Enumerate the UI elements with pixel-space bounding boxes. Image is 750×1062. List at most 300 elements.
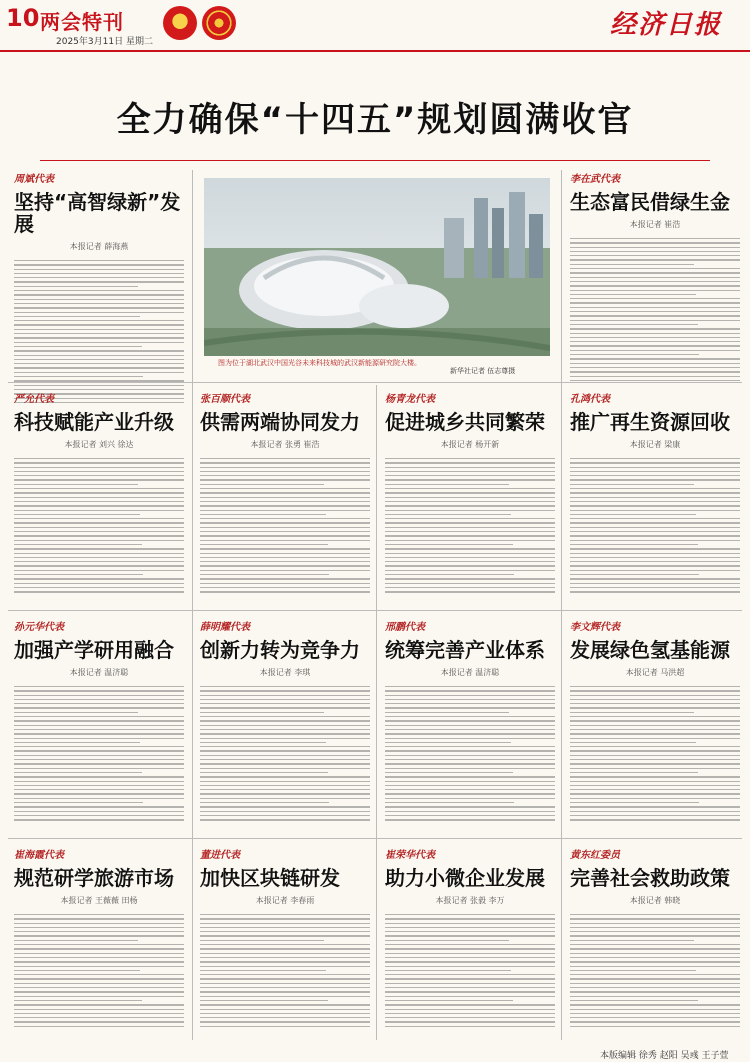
text-line [200, 695, 370, 696]
text-line [570, 570, 740, 571]
text-line [570, 238, 740, 239]
text-line [14, 359, 184, 360]
text-line [570, 371, 740, 372]
text-line [570, 746, 740, 747]
text-line [14, 944, 184, 945]
text-line [385, 1013, 555, 1014]
text-line [14, 363, 184, 364]
text-line [570, 363, 740, 364]
article-reporter: 本报记者 李琪 [259, 668, 311, 677]
text-line [570, 781, 740, 782]
article-title: 规范研学旅游市场 [14, 866, 174, 890]
text-line [14, 923, 184, 924]
text-line [200, 914, 370, 915]
text-line [200, 686, 370, 687]
text-line [570, 690, 740, 691]
text-line [570, 759, 740, 760]
text-line [570, 535, 740, 536]
text-line [570, 1021, 740, 1022]
text-line [14, 320, 184, 321]
text-line [385, 695, 555, 696]
text-line [385, 540, 555, 541]
text-line [385, 535, 555, 536]
text-line [200, 785, 370, 786]
text-line [14, 940, 138, 941]
text-line [200, 587, 370, 588]
text-line [14, 974, 184, 975]
text-line [14, 269, 184, 270]
delegate-name: 崔荣华代表 [385, 850, 435, 861]
text-line [570, 772, 698, 773]
text-line [14, 793, 184, 794]
text-line [385, 583, 555, 584]
text-line [385, 755, 555, 756]
text-line [200, 1009, 370, 1010]
text-line [385, 785, 555, 786]
text-line [14, 553, 184, 554]
text-line [385, 772, 513, 773]
text-line [200, 961, 370, 962]
text-line [200, 755, 370, 756]
text-line [570, 987, 740, 988]
text-line [385, 927, 555, 928]
text-line [570, 970, 696, 971]
text-line [14, 785, 184, 786]
text-line [385, 742, 511, 743]
text-line [14, 591, 184, 592]
text-line [14, 966, 184, 967]
text-line [385, 707, 555, 708]
article-block [570, 846, 740, 1032]
row-divider [8, 838, 742, 839]
text-line [385, 578, 555, 579]
delegate-name: 杨青龙代表 [385, 394, 435, 405]
text-line [200, 978, 370, 979]
text-line [570, 991, 740, 992]
text-line [570, 811, 740, 812]
text-line [200, 957, 370, 958]
text-line [385, 501, 555, 502]
text-line [200, 518, 370, 519]
text-line [14, 574, 143, 575]
text-line [385, 781, 555, 782]
text-line [200, 561, 370, 562]
article-block [570, 618, 740, 826]
text-line [570, 996, 740, 997]
text-line [570, 763, 740, 764]
text-line [14, 264, 184, 265]
text-line [385, 729, 555, 730]
text-line [14, 1021, 184, 1022]
text-line [385, 514, 511, 515]
text-line [14, 729, 184, 730]
text-line [570, 707, 740, 708]
text-line [385, 948, 555, 949]
text-line [14, 776, 184, 777]
article-block [385, 390, 555, 598]
text-line [14, 699, 184, 700]
text-line [14, 522, 184, 523]
text-line [200, 1004, 370, 1005]
text-line [14, 277, 184, 278]
article-body [14, 686, 184, 826]
text-line [14, 712, 138, 713]
text-line [14, 527, 184, 528]
text-line [570, 565, 740, 566]
text-line [570, 914, 740, 915]
article-title: 统筹完善产业体系 [385, 638, 545, 662]
text-line [570, 497, 740, 498]
text-line [14, 484, 138, 485]
text-line [200, 570, 370, 571]
text-line [570, 776, 740, 777]
text-line [200, 819, 370, 820]
text-line [570, 591, 740, 592]
article-body [570, 914, 740, 1032]
text-line [570, 957, 740, 958]
text-line [200, 1026, 370, 1027]
text-line [14, 953, 184, 954]
text-line [14, 1017, 184, 1018]
text-line [570, 1004, 740, 1005]
text-line [570, 251, 740, 252]
text-line [385, 479, 555, 480]
text-line [385, 918, 555, 919]
text-line [385, 914, 555, 915]
text-line [14, 260, 184, 261]
article-title: 创新力转为竞争力 [200, 638, 360, 662]
text-line [200, 492, 370, 493]
text-line [385, 565, 555, 566]
text-line [570, 944, 740, 945]
article-block [14, 846, 184, 1032]
text-line [570, 518, 740, 519]
text-line [14, 346, 142, 347]
text-line [385, 987, 555, 988]
text-line [385, 690, 555, 691]
delegate-name: 张百顺代表 [200, 394, 250, 405]
text-line [570, 259, 740, 260]
text-line [570, 798, 740, 799]
text-line [14, 281, 184, 282]
text-line [14, 746, 184, 747]
text-line [200, 974, 370, 975]
text-line [14, 514, 140, 515]
article-body [385, 914, 555, 1032]
text-line [14, 557, 184, 558]
text-line [570, 935, 740, 936]
news-photo [204, 178, 550, 356]
article-block [200, 846, 370, 1032]
text-line [200, 927, 370, 928]
text-line [14, 1009, 184, 1010]
text-line [14, 978, 184, 979]
text-line [570, 1009, 740, 1010]
text-line [570, 725, 740, 726]
text-line [14, 772, 142, 773]
text-line [200, 776, 370, 777]
article-block [385, 618, 555, 826]
row-divider [8, 610, 742, 611]
photo-credit: 新华社记者 伍志尊摄 [450, 367, 516, 375]
article-block [14, 170, 184, 410]
text-line [200, 553, 370, 554]
text-line [14, 738, 184, 739]
text-line [570, 948, 740, 949]
text-line [14, 467, 184, 468]
text-line [14, 983, 184, 984]
article-title: 促进城乡共同繁荣 [385, 410, 545, 434]
text-line [385, 467, 555, 468]
text-line [570, 376, 740, 377]
text-line [570, 574, 699, 575]
text-line [200, 781, 370, 782]
text-line [14, 578, 184, 579]
text-line [200, 510, 370, 511]
text-line [570, 819, 740, 820]
article-reporter: 本报记者 韩晓 [629, 896, 681, 905]
text-line [570, 561, 740, 562]
text-line [200, 729, 370, 730]
text-line [200, 544, 328, 545]
text-line [570, 350, 740, 351]
text-line [200, 720, 370, 721]
text-line [14, 273, 184, 274]
text-line [570, 720, 740, 721]
column-divider [561, 170, 562, 1040]
article-title: 发展绿色氢基能源 [570, 638, 730, 662]
text-line [14, 957, 184, 958]
text-line [200, 806, 370, 807]
text-line [570, 699, 740, 700]
article-body [570, 686, 740, 826]
text-line [385, 768, 555, 769]
text-line [385, 957, 555, 958]
text-line [14, 337, 184, 338]
delegate-name: 薛明耀代表 [200, 622, 250, 633]
text-line [570, 294, 696, 295]
text-line [200, 750, 370, 751]
text-line [385, 815, 555, 816]
text-line [200, 815, 370, 816]
text-line [570, 307, 740, 308]
text-line [385, 798, 555, 799]
text-line [385, 750, 555, 751]
text-line [570, 315, 740, 316]
article-body [200, 686, 370, 826]
text-line [570, 333, 740, 334]
text-line [385, 733, 555, 734]
text-line [14, 329, 184, 330]
article-title: 加强产学研用融合 [14, 638, 174, 662]
delegate-name: 周斌代表 [14, 174, 54, 185]
text-line [200, 935, 370, 936]
text-line [385, 746, 555, 747]
article-reporter: 本报记者 杨开新 [440, 440, 500, 449]
text-line [14, 703, 184, 704]
text-line [570, 341, 740, 342]
text-line [14, 927, 184, 928]
text-line [200, 505, 370, 506]
delegate-name: 孔鸿代表 [570, 394, 610, 405]
text-line [385, 819, 555, 820]
text-line [385, 712, 509, 713]
text-line [14, 333, 184, 334]
text-line [570, 961, 740, 962]
article-reporter: 本报记者 李春雨 [255, 896, 315, 905]
text-line [14, 540, 184, 541]
text-line [14, 716, 184, 717]
text-line [570, 337, 740, 338]
article-reporter: 本报记者 薛海燕 [69, 242, 129, 251]
text-line [200, 574, 329, 575]
text-line [14, 471, 184, 472]
text-line [570, 587, 740, 588]
text-line [14, 948, 184, 949]
column-divider [376, 385, 377, 1040]
text-line [385, 699, 555, 700]
text-line [14, 316, 140, 317]
article-title: 生态富民借绿生金 [570, 190, 730, 214]
article-title: 坚持“高智绿新”发展 [14, 190, 181, 236]
text-line [14, 290, 184, 291]
text-line [200, 789, 370, 790]
text-line [570, 695, 740, 696]
text-line [14, 720, 184, 721]
text-line [200, 535, 370, 536]
text-line [200, 716, 370, 717]
article-reporter: 本报记者 马洪超 [625, 668, 685, 677]
text-line [14, 462, 184, 463]
text-line [570, 510, 740, 511]
text-line [385, 561, 555, 562]
text-line [385, 978, 555, 979]
page-editors: 本版编辑 徐秀 赵阳 吴彧 王子萱 [600, 1051, 729, 1061]
text-line [570, 467, 740, 468]
text-line [385, 991, 555, 992]
text-line [200, 768, 370, 769]
text-line [200, 703, 370, 704]
text-line [200, 1021, 370, 1022]
text-line [570, 358, 740, 359]
text-line [14, 798, 184, 799]
text-line [385, 591, 555, 592]
text-line [14, 535, 184, 536]
text-line [14, 488, 184, 489]
text-line [570, 290, 740, 291]
text-line [570, 750, 740, 751]
text-line [14, 505, 184, 506]
text-line [385, 944, 555, 945]
text-line [14, 695, 184, 696]
text-line [14, 510, 184, 511]
text-line [570, 815, 740, 816]
text-line [200, 966, 370, 967]
text-line [200, 918, 370, 919]
text-line [200, 746, 370, 747]
text-line [385, 974, 555, 975]
text-line [14, 991, 184, 992]
text-line [14, 802, 143, 803]
text-line [570, 277, 740, 278]
text-line [385, 475, 555, 476]
text-line [385, 574, 514, 575]
text-line [14, 781, 184, 782]
article-block [200, 390, 370, 598]
text-line [200, 738, 370, 739]
text-line [570, 328, 740, 329]
text-line [200, 991, 370, 992]
text-line [200, 944, 370, 945]
text-line [385, 789, 555, 790]
text-line [14, 475, 184, 476]
text-line [200, 690, 370, 691]
article-reporter: 本报记者 温济聪 [69, 668, 129, 677]
text-line [385, 557, 555, 558]
text-line [570, 1013, 740, 1014]
text-line [14, 1013, 184, 1014]
text-line [14, 324, 184, 325]
text-line [570, 264, 694, 265]
text-line [14, 819, 184, 820]
text-line [385, 544, 513, 545]
text-line [570, 479, 740, 480]
article-reporter: 本报记者 崔浩 [629, 220, 681, 229]
text-line [570, 785, 740, 786]
text-line [14, 286, 138, 287]
masthead-logo: 经济日报 [610, 10, 723, 40]
text-line [14, 544, 142, 545]
text-line [200, 798, 370, 799]
text-line [570, 578, 740, 579]
text-line [385, 510, 555, 511]
text-line [570, 501, 740, 502]
text-line [200, 527, 370, 528]
text-line [385, 570, 555, 571]
column-divider [192, 170, 193, 1040]
text-line [385, 497, 555, 498]
article-block [385, 846, 555, 1032]
article-block [200, 618, 370, 826]
text-line [570, 1017, 740, 1018]
text-line [200, 712, 324, 713]
text-line [14, 518, 184, 519]
text-line [570, 540, 740, 541]
article-reporter: 本报记者 温济聪 [440, 668, 500, 677]
text-line [385, 720, 555, 721]
text-line [570, 531, 740, 532]
article-title: 完善社会救助政策 [570, 866, 730, 890]
text-line [200, 583, 370, 584]
text-line [570, 703, 740, 704]
text-line [200, 948, 370, 949]
text-line [570, 931, 740, 932]
text-line [570, 458, 740, 459]
text-line [570, 462, 740, 463]
text-line [14, 570, 184, 571]
text-line [570, 242, 740, 243]
text-line [14, 294, 184, 295]
text-line [570, 505, 740, 506]
text-line [200, 772, 328, 773]
article-body [570, 238, 740, 388]
text-line [200, 725, 370, 726]
text-line [570, 1026, 740, 1027]
delegate-name: 崔海霞代表 [14, 850, 64, 861]
text-line [200, 1013, 370, 1014]
text-line [570, 492, 740, 493]
text-line [570, 471, 740, 472]
